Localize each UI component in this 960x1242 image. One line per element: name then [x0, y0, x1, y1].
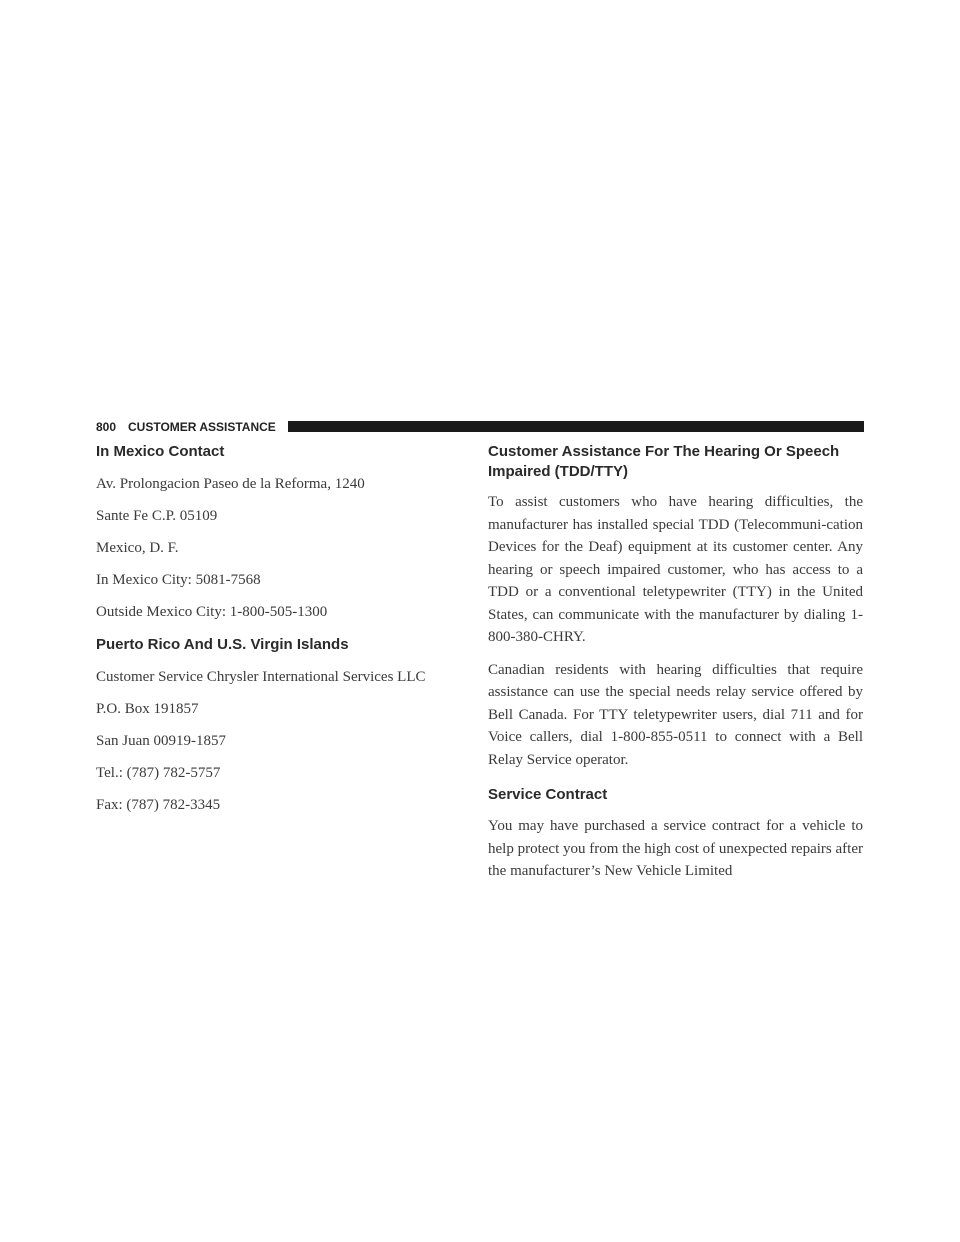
right-column [488, 442, 863, 883]
heading-mexico: In Mexico Contact [96, 443, 225, 460]
address-line: Av. Prolongacion Paseo de la Reforma, 1240 [96, 476, 365, 492]
address-line: Customer Service Chrysler International Services LLC [96, 669, 426, 685]
fax-line: Fax: (787) 782-3345 [96, 797, 221, 813]
address-line: San Juan 00919-1857 [96, 733, 226, 749]
header-rule [288, 421, 864, 432]
canada-paragraph: Canadian residents with hearing difficulties that require assistance can use the special needs relay service offered by Bell Canada. For TTY teletypewriter users, dial 711 and for Voice callers, dial 1-800-855-0511 to connect with a Bell Relay Service operator. [488, 661, 863, 768]
address-line: P.O. Box 191857 [96, 701, 199, 717]
phone-line: Outside Mexico City: 1-800-505-1300 [96, 604, 328, 620]
heading-service-contract: Service Contract [488, 786, 608, 803]
page-header [96, 420, 864, 434]
phone-line: In Mexico City: 5081-7568 [96, 572, 261, 588]
heading-puerto-rico: Puerto Rico And U.S. Virgin Islands [96, 636, 349, 653]
heading-tdd-line1: Customer Assistance For The Hearing Or Speech [488, 443, 840, 460]
phone-line: Tel.: (787) 782-5757 [96, 765, 221, 781]
service-contract-paragraph: You may have purchased a service contract for a vehicle to help protect you from the high cost of unexpected repairs after the manufacturer’s New Vehicle Limited [488, 818, 863, 879]
left-column [96, 442, 468, 815]
address-line: Sante Fe C.P. 05109 [96, 508, 218, 524]
tdd-paragraph: To assist customers who have hearing difficulties, the manufacturer has installed special TDD (Telecommuni-cation Devices for the Deaf) equipment at its customer center. Any hearing or speech impaired customer, who has access to a TDD or a conventional teletypewriter (TTY) in the United States, can communicate with the manufacturer by dialing 1-800-380-CHRY. [488, 494, 863, 645]
heading-tdd-line2: Impaired (TDD/TTY) [488, 463, 629, 480]
page-number: 800 [96, 420, 117, 434]
address-line: Mexico, D. F. [96, 540, 179, 556]
section-title: CUSTOMER ASSISTANCE [128, 420, 276, 434]
